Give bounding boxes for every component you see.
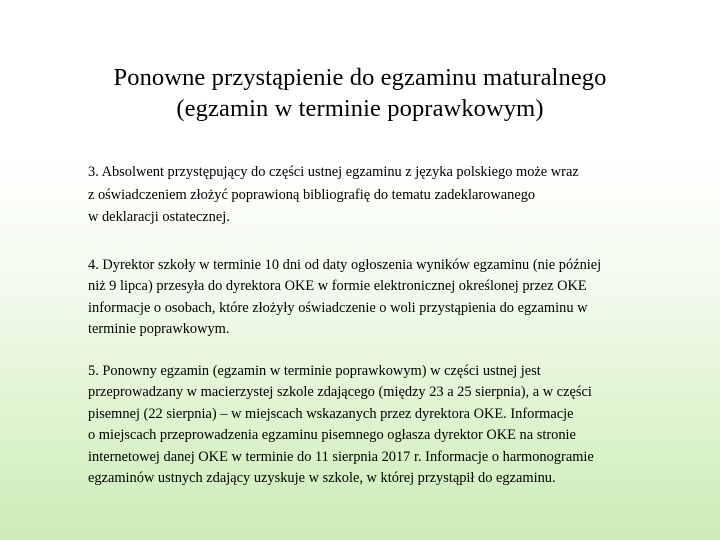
slide-body	[88, 161, 668, 490]
paragraph-line: 4. Dyrektor szkoły w terminie 10 dni od daty ogłoszenia wyników egzaminu (nie później	[88, 256, 602, 273]
paragraph-line: niż 9 lipca) przesyła do dyrektora OKE w formie elektronicznej określonej przez OKE	[88, 278, 587, 294]
paragraph-point-3	[88, 161, 668, 229]
slide-title-line-2: (egzamin w terminie poprawkowym)	[176, 95, 544, 122]
slide-title-line-1: Ponowne przystąpienie do egzaminu maturalnego	[113, 64, 607, 91]
paragraph-line: z oświadczeniem złożyć poprawioną bibliografię do tematu zadeklarowanego	[88, 186, 536, 203]
paragraph-line: w deklaracji ostatecznej.	[88, 209, 230, 225]
slide-title	[30, 62, 690, 124]
paragraph-line: 5. Ponowny egzamin (egzamin w terminie poprawkowym) w części ustnej jest	[88, 362, 541, 379]
paragraph-point-5	[88, 361, 668, 490]
paragraph-line: przeprowadzany w macierzystej szkole zdającego (między 23 a 25 sierpnia), a w części	[88, 384, 592, 400]
paragraph-line: internetowej danej OKE w terminie do 11 sierpnia 2017 r. Informacje o harmonogramie	[88, 448, 594, 465]
paragraph-point-4	[88, 255, 668, 341]
paragraph-line: o miejscach przeprowadzenia egzaminu pisemnego ogłasza dyrektor OKE na stronie	[88, 427, 576, 443]
paragraph-line: pisemnej (22 sierpnia) – w miejscach wskazanych przez dyrektora OKE. Informacje	[88, 405, 574, 422]
paragraph-line: egzaminów ustnych zdający uzyskuje w szkole, w której przystąpił do egzaminu.	[88, 470, 556, 486]
paragraph-line: informacje o osobach, które złożyły oświadczenie o woli przystąpienia do egzaminu w	[88, 299, 588, 316]
paragraph-line: terminie poprawkowym.	[88, 321, 230, 337]
paragraph-line: 3. Absolwent przystępujący do części ustnej egzaminu z języka polskiego może wraz	[88, 164, 579, 180]
